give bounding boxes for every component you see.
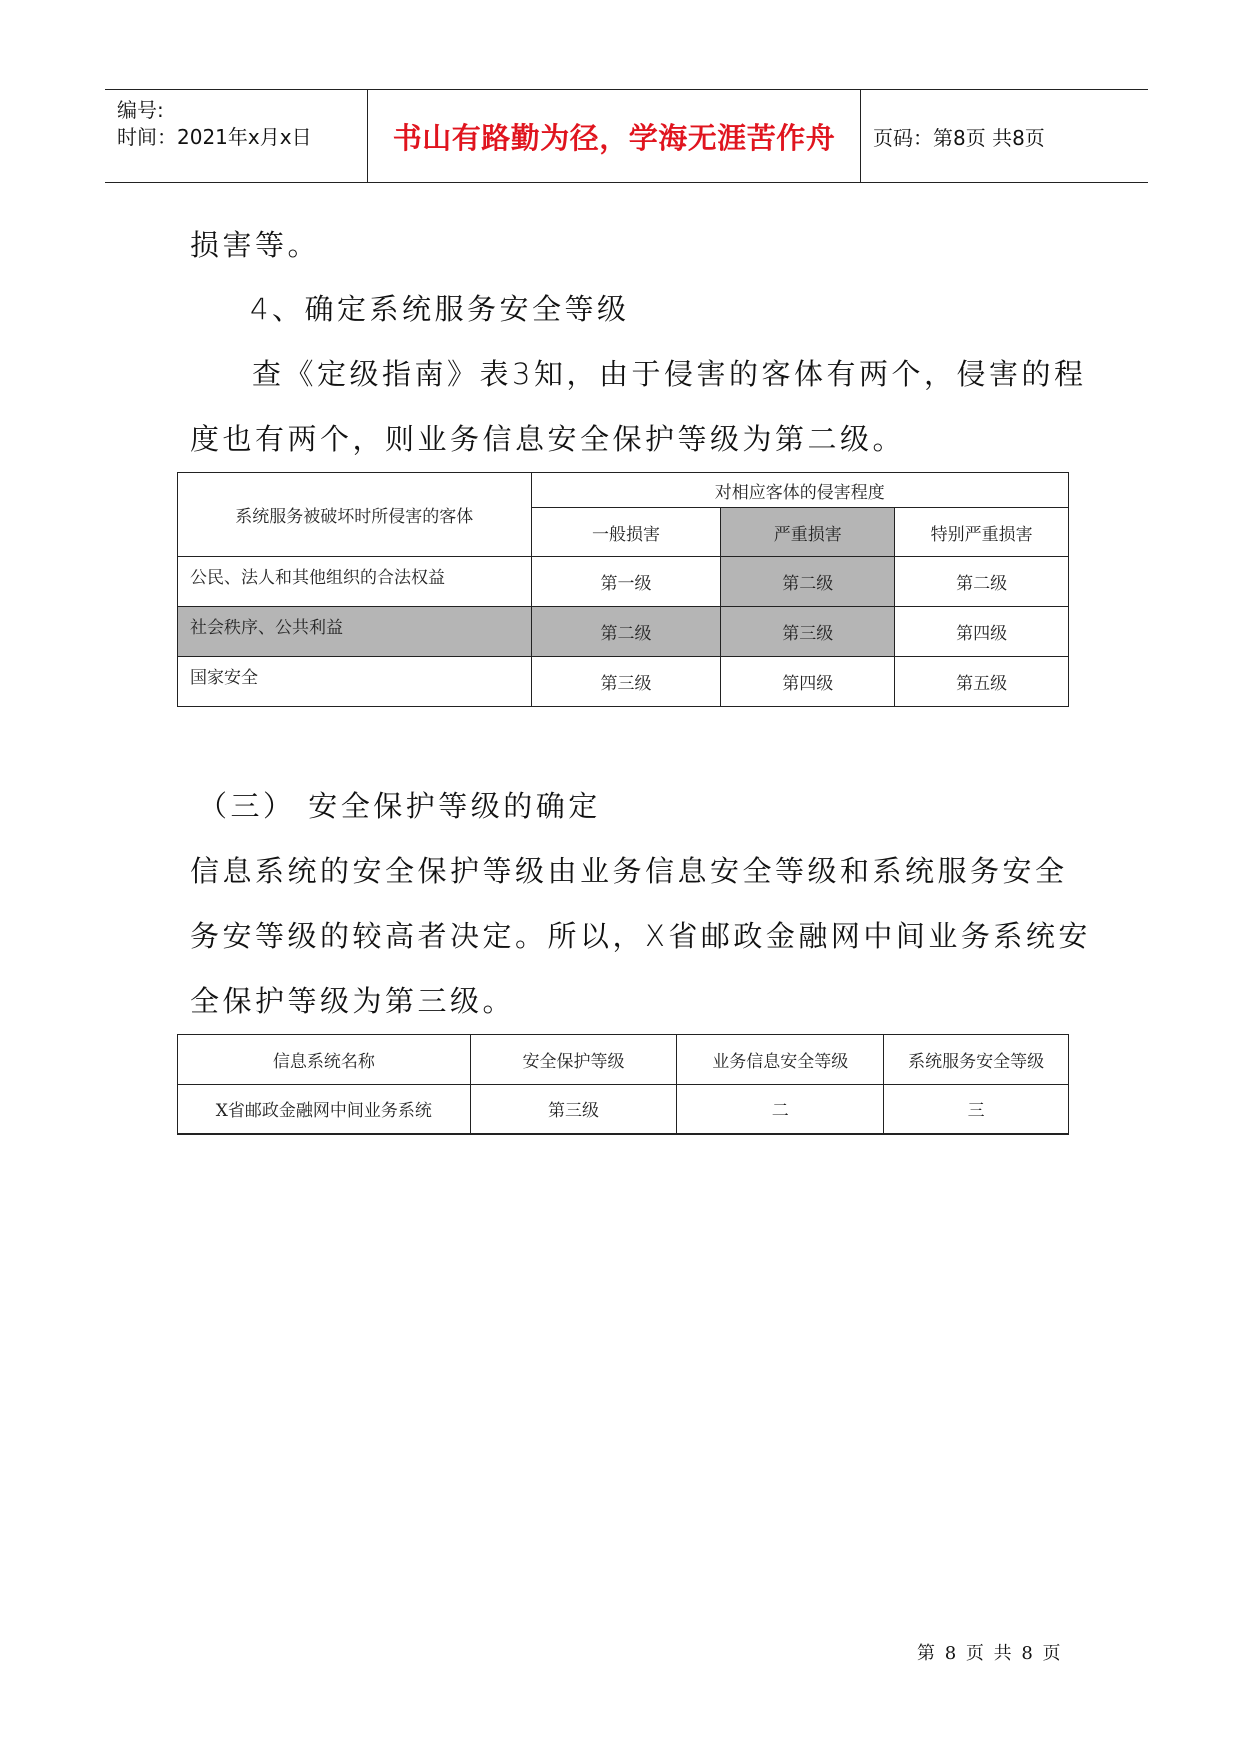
paragraph-5: 务安等级的较高者决定。所以，X省邮政金融网中间业务系统安	[190, 919, 1091, 953]
table1-cell: 第三级	[721, 607, 895, 657]
doc-time-label: 时间：2021年x月x日	[117, 125, 312, 149]
table1-cell: 第四级	[721, 657, 895, 707]
header-page-cell	[861, 90, 1148, 182]
section-heading-3: （三） 安全保护等级的确定	[198, 789, 601, 823]
paragraph-2: 查《定级指南》表3知，由于侵害的客体有两个，侵害的程	[252, 357, 1087, 391]
table1-group-header: 对相应客体的侵害程度	[531, 473, 1068, 508]
table1-row-object: 公民、法人和其他组织的合法权益	[178, 557, 532, 607]
table2-cell: 第三级	[470, 1085, 677, 1134]
page-header	[105, 89, 1148, 183]
paragraph-3: 度也有两个，则业务信息安全保护等级为第二级。	[190, 422, 906, 456]
table2-header: 系统服务安全等级	[884, 1035, 1069, 1085]
paragraph-6: 全保护等级为第三级。	[190, 984, 516, 1018]
table-row	[178, 1085, 1069, 1134]
header-motto: 书山有路勤为径，学海无涯苦作舟	[392, 120, 836, 155]
table-row	[178, 607, 1069, 657]
table1-cell: 第二级	[721, 557, 895, 607]
table1-object-header: 系统服务被破坏时所侵害的客体	[178, 473, 532, 557]
summary-table	[177, 1034, 1069, 1135]
table2-header: 信息系统名称	[178, 1035, 471, 1085]
header-meta-cell	[105, 90, 368, 182]
table-row	[178, 557, 1069, 607]
table2-cell: 三	[884, 1085, 1069, 1134]
grading-table	[177, 472, 1069, 707]
table-row	[178, 657, 1069, 707]
table1-level-general: 一般损害	[531, 508, 721, 557]
header-motto-cell	[368, 90, 861, 182]
header-page-number: 页码：第8页 共8页	[873, 125, 1045, 150]
doc-number-label: 编号:	[117, 98, 164, 122]
table1-cell: 第二级	[895, 557, 1069, 607]
table1-cell: 第一级	[531, 557, 721, 607]
paragraph-4: 信息系统的安全保护等级由业务信息安全等级和系统服务安全	[190, 854, 1068, 888]
table2-cell: 二	[677, 1085, 884, 1134]
table1-cell: 第五级	[895, 657, 1069, 707]
table1-level-very-serious: 特别严重损害	[895, 508, 1069, 557]
section-heading-4: 4、确定系统服务安全等级	[250, 292, 630, 326]
table1-row-object: 国家安全	[178, 657, 532, 707]
table1-level-serious: 严重损害	[721, 508, 895, 557]
table2-cell: X省邮政金融网中间业务系统	[178, 1085, 471, 1134]
table1-cell: 第四级	[895, 607, 1069, 657]
table1-row-object: 社会秩序、公共利益	[178, 607, 532, 657]
page-footer: 第 8 页 共 8 页	[917, 1643, 1063, 1664]
paragraph-1: 损害等。	[190, 228, 321, 262]
table2-header: 安全保护等级	[470, 1035, 677, 1085]
table2-header: 业务信息安全等级	[677, 1035, 884, 1085]
table1-cell: 第三级	[531, 657, 721, 707]
table1-cell: 第二级	[531, 607, 721, 657]
